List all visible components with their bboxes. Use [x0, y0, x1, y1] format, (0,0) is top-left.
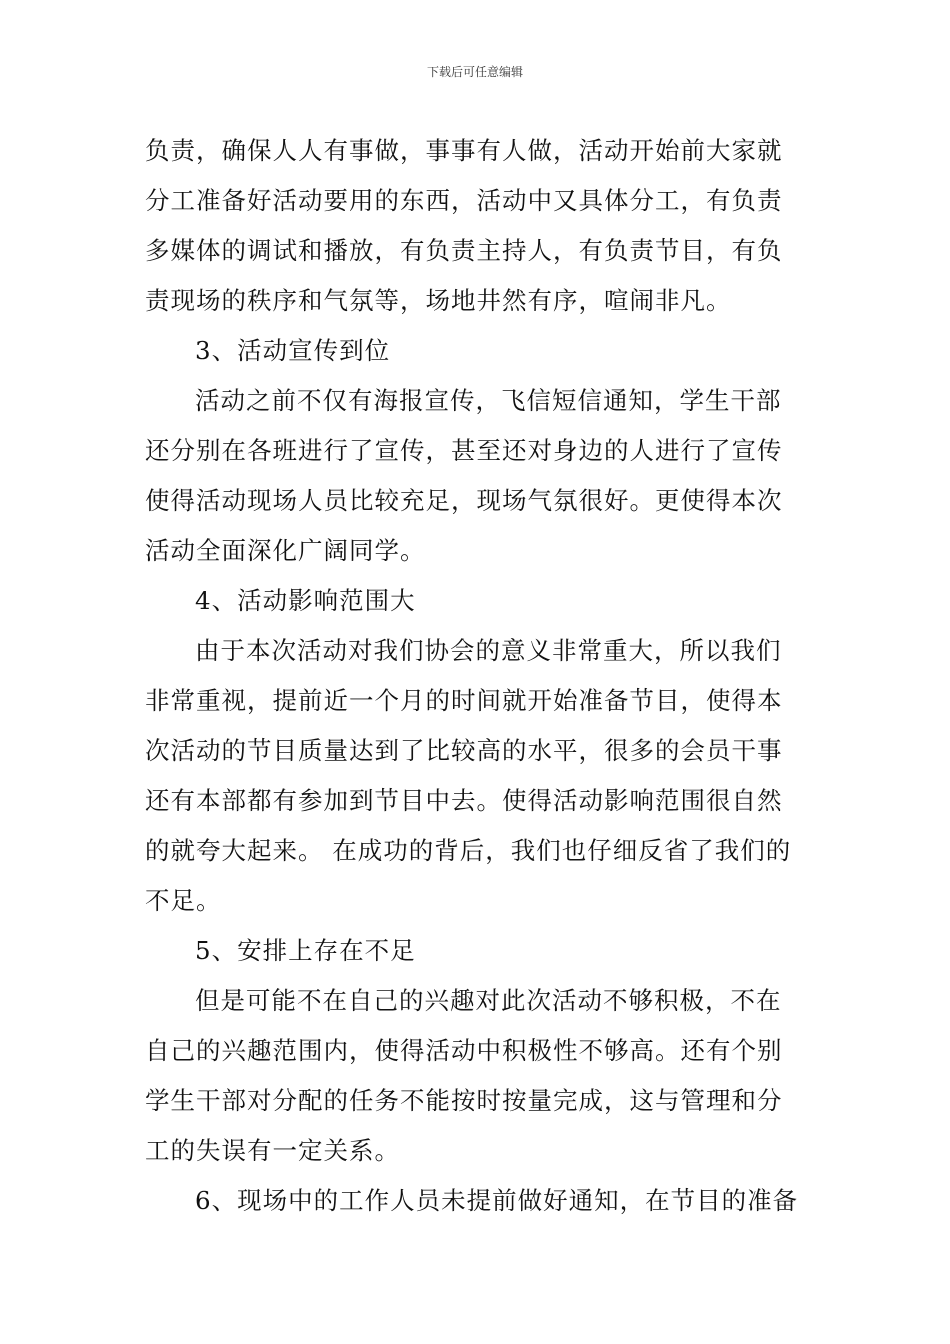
body-line: 但是可能不在自己的兴趣对此次活动不够积极，不在: [195, 986, 782, 1015]
body-line: 由于本次活动对我们协会的意义非常重大，所以我们: [195, 636, 782, 665]
body-line: 非常重视，提前近一个月的时间就开始准备节目，使得本: [145, 686, 783, 715]
body-line: 使得活动现场人员比较充足，现场气氛很好。更使得本次: [145, 486, 783, 515]
body-line: 学生干部对分配的任务不能按时按量完成，这与管理和分: [145, 1086, 783, 1115]
body-line: 自己的兴趣范围内，使得活动中积极性不够高。还有个别: [145, 1036, 783, 1065]
body-line: 的就夸大起来。 在成功的背后，我们也仔细反省了我们的: [145, 836, 792, 865]
body-line: 活动全面深化广阔同学。: [145, 536, 426, 565]
body-line: 还有本部都有参加到节目中去。使得活动影响范围很自然: [145, 786, 783, 815]
body-line: 多媒体的调试和播放，有负责主持人，有负责节目，有负: [145, 236, 783, 265]
section-heading: 4、活动影响范围大: [195, 586, 416, 615]
page-header: 下载后可任意编辑: [426, 65, 523, 79]
section-heading: 6、现场中的工作人员未提前做好通知，在节目的准备: [195, 1186, 799, 1215]
body-line: 活动之前不仅有海报宣传，飞信短信通知，学生干部: [195, 386, 782, 415]
body-line: 还分别在各班进行了宣传，甚至还对身边的人进行了宣传: [145, 436, 783, 465]
section-heading: 3、活动宣传到位: [195, 336, 391, 365]
body-line: 分工准备好活动要用的东西，活动中又具体分工，有负责: [145, 186, 783, 215]
body-line: 工的失误有一定关系。: [145, 1136, 400, 1165]
document-body: [145, 126, 815, 1226]
section-heading: 5、安排上存在不足: [195, 936, 416, 965]
body-line: 不足。: [145, 886, 222, 915]
body-line: 负责，确保人人有事做，事事有人做，活动开始前大家就: [145, 136, 783, 165]
body-line: 次活动的节目质量达到了比较高的水平，很多的会员干事: [145, 736, 783, 765]
body-line: 责现场的秩序和气氛等，场地井然有序，喧闹非凡。: [145, 286, 732, 315]
